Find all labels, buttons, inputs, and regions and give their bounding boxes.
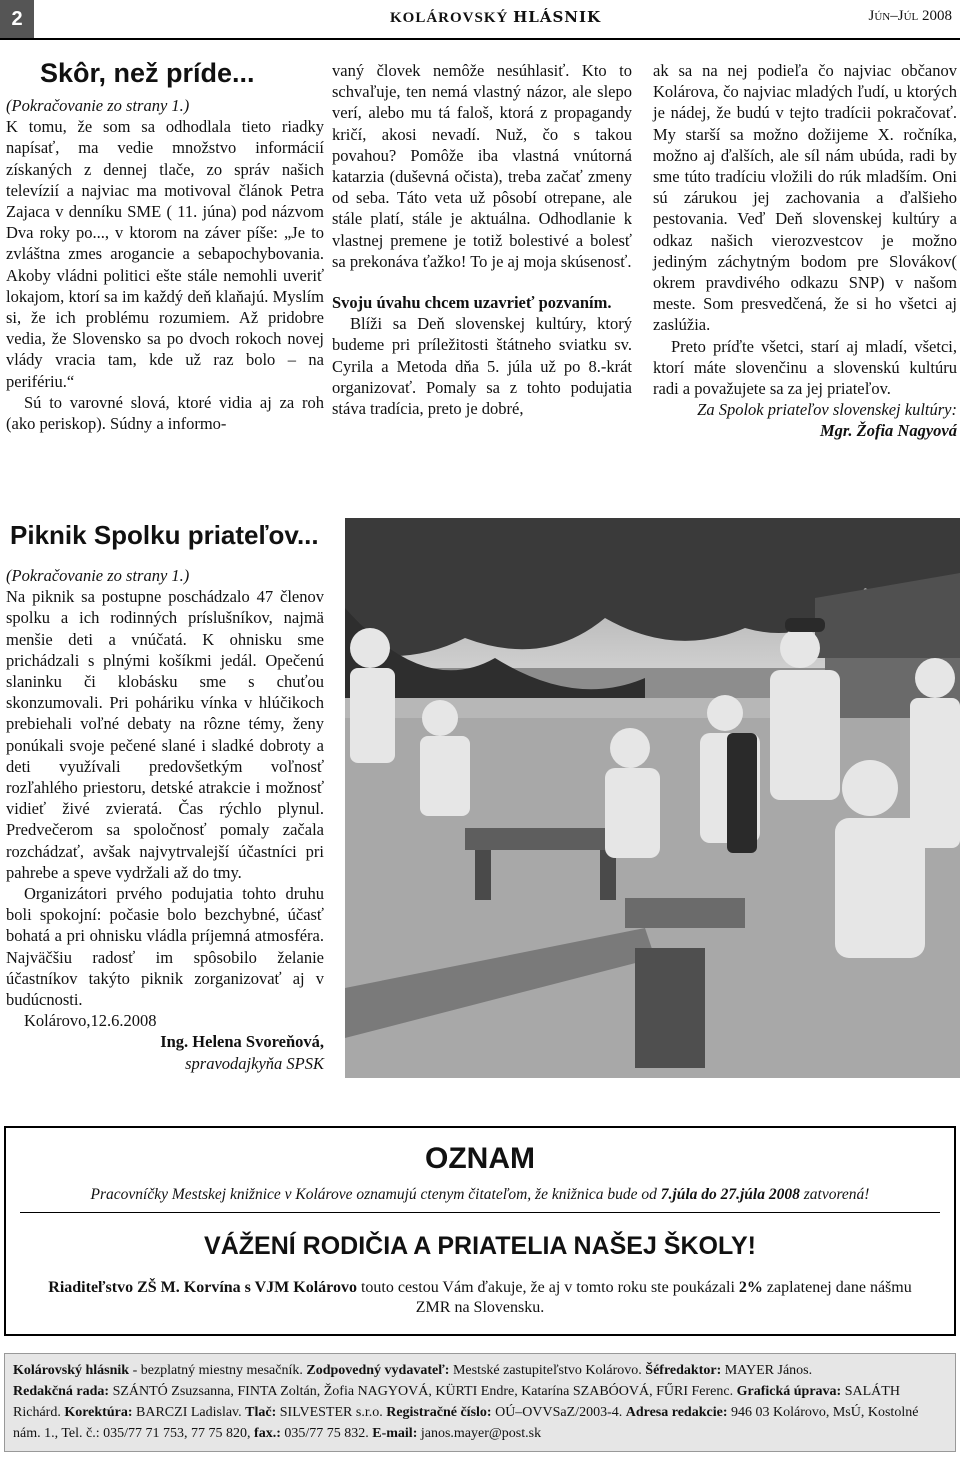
colophon-label: Korektúra: [64, 1405, 133, 1420]
colophon-label: Redakčná rada: [13, 1384, 110, 1399]
continuation-note: (Pokračovanie zo strany 1.) [6, 566, 190, 585]
paragraph: Organizátori prvého podujatia tohto druhu boli spokojní: počasie bolo bezchybné, účasť bohatá a pri ohnisku vládla príjemná atmosféra. Najväčšiu radosť im spôsobilo želanie účastníkov takýto piknik zorganizovať aj v budúcnosti. [6, 884, 324, 1010]
notice-title: OZNAM [425, 1142, 535, 1175]
colophon-text: BARCZI Ladislav. [132, 1405, 246, 1420]
page-header [0, 0, 960, 40]
paragraph: Na piknik sa postupne poschádzalo 47 členov spolku a ich rodinných príslušníkov, najmä menšie deti a vnúčatá. K ohnisku sme prichádzali s plnými košíkmi jedál. Opečenú slaninku či klobásku sme s chuťou skonzumovali. Pri poháriku vínka v hlúčikoch prebiehali voľné debaty na rôzne témy, ženy ponúkali svoje pečené slané i sladké dobroty a deti využívali predovšetkým voľnosť rozľahlého priestoru, detské atrakcie i možnosť vidieť živé zvieratá. Čas rýchlo plynul. Predvečerom sa spoločnosť pomaly začala rozchádzať, avšak najvytrvalejší účastníci pri pahrebe a speve vydržali až do tmy. [6, 587, 324, 882]
colophon-label: Kolárovský hlásnik [13, 1363, 130, 1378]
notice-dates: 7.júla do 27.júla 2008 [660, 1186, 800, 1203]
notice-box [4, 1126, 956, 1336]
colophon-text: Mestské zastupiteľstvo Kolárovo. [449, 1363, 646, 1378]
notice-text: Pracovníčky Mestskej knižnice v Kolárove oznamujú ctenym čitateľom, že knižnica bude od [90, 1186, 661, 1203]
colophon-label: Registračné číslo: [386, 1405, 492, 1420]
subheading: Svoju úvahu chcem uzavrieť pozvaním. [332, 293, 612, 313]
issue-date: Jún–Júl 2008 [868, 8, 952, 24]
signature-author: Mgr. Žofia Nagyová [819, 421, 957, 441]
contact-email: janos.mayer@post.sk [417, 1426, 542, 1441]
colophon-text: SZÁNTÓ Zsuzsanna, FINTA Zoltán, Žofia NAGYOVÁ, KÜRTI Endre, Katarína SZABÓOVÁ, FŰRI Ferenc. [109, 1384, 737, 1399]
colophon-label: Tlač: [245, 1405, 277, 1420]
notice-text: zatvorená! [799, 1186, 870, 1203]
signature-org: Za Spolok priateľov slovenskej kultúry: [697, 400, 957, 420]
author-role: spravodajkyňa SPSK [185, 1053, 324, 1073]
article-column-1 [6, 95, 324, 434]
paragraph: Blíži sa Deň slovenskej kultúry, ktorý budeme pri príležitosti štátneho sviatku sv. Cyrila a Metoda dňa 5. júla už po 8.-krát organizovať. Pomaly sa z tohto podujatia stáva tradícia, preto je dobré, [332, 314, 632, 419]
picnic-photo-illustration [345, 518, 960, 1078]
page-number: 2 [0, 0, 34, 38]
masthead-part-a: KOLÁROVSKÝ [390, 10, 509, 26]
masthead-part-b: HLÁSNIK [513, 8, 602, 26]
notice-text: touto cestou Vám ďakuje, že aj v tomto roku ste poukázali [356, 1279, 739, 1296]
continuation-note: (Pokračovanie zo strany 1.) [6, 96, 190, 115]
place-date: Kolárovo,12.6.2008 [24, 1011, 157, 1031]
percent: 2% [738, 1279, 763, 1296]
colophon-label: Adresa redakcie: [625, 1405, 728, 1420]
colophon-text: 946 03 Kolárovo, MsÚ, Kostolné nám. 1., Tel. č.: 035/77 71 753, 77 75 820, [13, 1405, 919, 1441]
article-title: Skôr, než príde... [40, 58, 255, 88]
colophon-label: Šéfredaktor: [645, 1363, 722, 1378]
paragraph: Preto príďte všetci, starí aj mladí, všetci, ktorí máte slovenčinu a slovenskú kultúru radi a považujete sa za jej priateľov. [653, 336, 957, 399]
divider [20, 1212, 940, 1213]
paragraph: K tomu, že som sa odhodlala tieto riadky napísať, ma vedie množstvo informácií získaných z dennej tlače, zo správ našich televízií a najviac ma motivoval článok Petra Zajaca v denníku SME ( 11. júna) pod názvom Dva roky po..., v ktorom na záver píše: „Je to zvláštna zmes arogancie a sebapochybovania. Akoby vládni politici ešte stále nemohli uveriť lokajom, ktorí sa im každý deň klaňajú. Myslím si, že ich problému rozumiem. Až pridobre vedia, že Slovensko sa po dvoch rokoch novej vlády vracia tam, kde už raz bolo – na perifériu.“ [6, 117, 324, 391]
colophon-text: 035/77 75 832. [280, 1426, 373, 1441]
colophon-text: - bezplatný miestny mesačník. [129, 1363, 307, 1378]
colophon-label: E-mail: [372, 1426, 418, 1441]
colophon-text: SALÁTH Richárd. [13, 1384, 900, 1420]
notice-text: zaplatenej dane nášmu ZMR na Slovensku. [415, 1279, 912, 1316]
school-name: Riaditeľstvo ZŠ M. Korvína s VJM Kolárovo [48, 1279, 357, 1296]
colophon-label: fax.: [254, 1426, 281, 1441]
picnic-photo [345, 518, 960, 1078]
article-column-4 [6, 565, 324, 1074]
library-notice [6, 1186, 954, 1204]
colophon-text: SILVESTER s.r.o. [276, 1405, 387, 1420]
masthead [390, 8, 601, 27]
colophon [4, 1353, 956, 1452]
paragraph: ak sa na nej podieľa čo najviac občanov Kolárova, čo najviac mladých ľudí, u ktorých je nádej, že budú v tejto tradícii pokračovať. My starší sa možno dožijeme X. ročníka, možno aj ďalších, ale síl nám ubúda, radi by sme túto tradíciu vložili do rúk mladším. Oni sú zárukou jej zachovania a ďalšieho pestovania. Veď Deň slovenskej kultúry a odkaz našich vierozvestcov je možno jediným záchytným bodom pre Slovákov( okrem pravdivého odkazu SNP) v našom meste. Som presvedčená, že si ho všetci aj zaslúžia. [653, 61, 957, 335]
paragraph: vaný človek nemôže nesúhlasiť. Kto to schvaľuje, ten nemá vlastný názor, ale slepo verí, alebo mu tá faloš, ktorá z propagandy kričí, akosi nevadí. Nuž, čo s takou povahou? Pomôže iba vlastná vnútorná katarzia (duševná očista), treba začať zmeny od seba. Táto veta už pôsobí otrepane, ale stále platí, stále je aktuálna. Odhodlanie k vlastnej premene je totiž bolestivé a bolesť sa prekonáva ťažko! To je aj moja skúsenosť. [332, 61, 632, 271]
article-title-2: Piknik Spolku priateľov... [10, 520, 319, 550]
colophon-label: Zodpovedný vydavateľ: [306, 1363, 450, 1378]
article-column-2 [332, 60, 632, 419]
author-name: Ing. Helena Svoreňová, [160, 1032, 324, 1052]
article-column-3 [653, 60, 957, 442]
school-notice-text [36, 1278, 924, 1318]
colophon-text: OÚ–OVVSaZ/2003-4. [491, 1405, 626, 1420]
school-notice-title: VÁŽENÍ RODIČIA A PRIATELIA NAŠEJ ŠKOLY! [204, 1232, 756, 1260]
colophon-text: MAYER János. [721, 1363, 813, 1378]
colophon-label: Grafická úprava: [736, 1384, 842, 1399]
paragraph: Sú to varovné slová, ktoré vidia aj za roh (ako periskop). Súdny a informo- [6, 392, 324, 434]
